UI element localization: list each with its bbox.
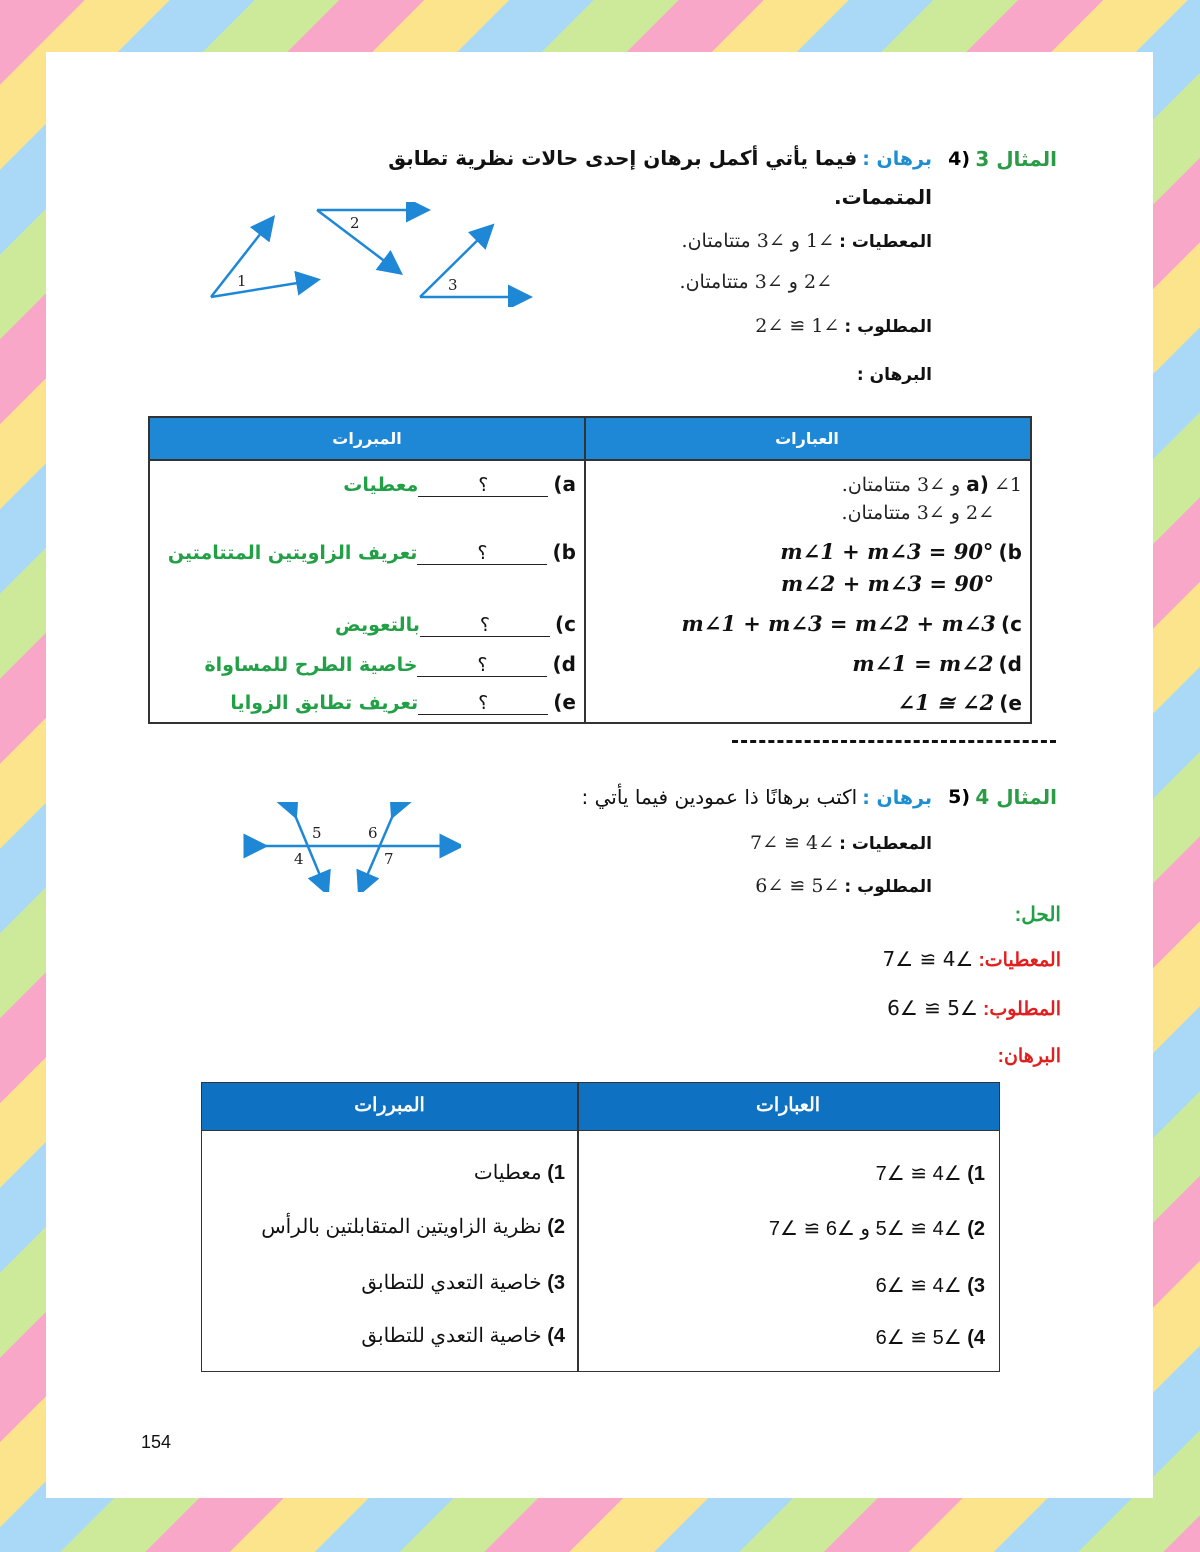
reason-blank-a[interactable]: ؟ (418, 474, 548, 497)
ex4-prove-block (755, 875, 932, 897)
prove-label: المطلوب : (844, 317, 932, 337)
table1-row-b-reason (168, 540, 576, 565)
row2-num: 2) (967, 1218, 985, 1240)
row-b-statement-line1: m∠1 + m∠3 = 90° (780, 539, 994, 564)
question5-number: 5) (948, 786, 970, 808)
table2-divider (577, 1083, 579, 1371)
reason-d-answer: خاصية الطرح للمساواة (204, 654, 418, 676)
solution-given-label: المعطيات: (978, 950, 1061, 971)
prove-block (755, 315, 932, 337)
reason-e-answer: تعريف تطابق الزوايا (230, 692, 419, 714)
table2-row2-reason (261, 1214, 565, 1239)
angle-label-3: 3 (448, 276, 458, 294)
row-letter-a: a) (966, 472, 989, 496)
reason-a-answer: معطيات (343, 474, 419, 496)
row1-statement: ∠4 ≅ ∠7 (875, 1163, 962, 1185)
table2-row1-statement (876, 1161, 985, 1186)
question5-lead: برهان : (862, 787, 932, 809)
table1-row-b-statement (780, 539, 1022, 564)
ex4-given: ∠4 ≅ ∠7 (749, 832, 835, 854)
transversal-figure (226, 802, 461, 892)
angle-label-1: 1 (237, 272, 247, 290)
row-e-statement: ∠1 ≅ ∠2 (897, 690, 995, 715)
reason3-text: خاصية التعدي للتطابق (361, 1272, 542, 1294)
row3-num: 3) (967, 1275, 985, 1297)
table1-divider (584, 418, 586, 722)
angle-label-5: 5 (312, 824, 322, 842)
solution-prove-value: ∠5 ≅ ∠6 (887, 996, 978, 1020)
question4-line2: المتممات. (834, 185, 932, 209)
table2-row1-reason (474, 1160, 565, 1185)
given-label: المعطيات : (839, 232, 932, 252)
reason1-num: 1) (547, 1162, 565, 1184)
example3-label: المثال 3 (975, 147, 1057, 171)
row-letter-b: b) (998, 540, 1022, 564)
reason1-text: معطيات (473, 1162, 542, 1184)
angle1-ray-a (211, 280, 316, 297)
solution-given (883, 947, 1061, 972)
table1-row-c-statement (682, 611, 1022, 636)
row-b-statement-line2: m∠2 + m∠3 = 90° (780, 571, 994, 596)
example4-label: المثال 4 (975, 785, 1057, 809)
row2-statement: ∠4 ≅ ∠5 و ∠6 ≅ ∠7 (768, 1218, 962, 1240)
given-block (682, 230, 932, 252)
reason4-num: 4) (547, 1325, 565, 1347)
row-letter-c: c) (1001, 612, 1022, 636)
row-a-statement-line1: ∠1 و ∠3 متتامتان. (841, 474, 1022, 496)
ex4-given-label: المعطيات : (839, 834, 932, 854)
reason-letter-b: b) (552, 540, 576, 564)
row3-statement: ∠4 ≅ ∠6 (875, 1275, 962, 1297)
angle-label-7: 7 (384, 850, 394, 868)
reason-letter-a: a) (553, 472, 576, 496)
table2-row2-statement (769, 1216, 985, 1241)
given-line2: ∠2 و ∠3 متتامتان. (679, 271, 832, 293)
table1-row-a-reason (343, 472, 576, 497)
table2-row3-reason (361, 1270, 565, 1295)
angle-label-2: 2 (350, 214, 360, 232)
table1-row-c-reason (335, 612, 576, 637)
reason-blank-d[interactable]: ؟ (417, 654, 547, 677)
reason2-num: 2) (547, 1216, 565, 1238)
question4-lead: برهان : (862, 148, 932, 170)
table2-header-reasons: المبررات (354, 1095, 425, 1116)
proof-label: البرهان : (856, 365, 932, 385)
section-divider (732, 740, 1056, 743)
reason-blank-c[interactable]: ؟ (420, 614, 550, 637)
question5-text (582, 785, 932, 809)
page-number: 154 (141, 1432, 172, 1452)
row-d-statement: m∠1 = m∠2 (852, 651, 994, 676)
reason-letter-c: c) (555, 612, 576, 636)
row1-num: 1) (967, 1163, 985, 1185)
row-letter-d: d) (998, 652, 1022, 676)
table1-row-a-statement (842, 472, 1022, 496)
angle-label-6: 6 (368, 824, 378, 842)
table2-row4-reason (361, 1323, 565, 1348)
solution-proof-label: البرهان: (997, 1046, 1061, 1067)
ex4-prove-label: المطلوب : (844, 877, 932, 897)
given-line1: ∠1 و ∠3 متتامتان. (681, 230, 835, 252)
reason-c-answer: بالتعويض (335, 614, 420, 636)
solution-prove (887, 996, 1061, 1021)
solution-prove-label: المطلوب: (983, 999, 1061, 1020)
ex4-prove: ∠5 ≅ ∠6 (755, 875, 840, 897)
reason-letter-d: d) (552, 652, 576, 676)
table2-row3-statement (876, 1273, 985, 1298)
reason2-text: نظرية الزاويتين المتقابلتين بالرأس (261, 1216, 542, 1238)
table1-row-e-reason (230, 690, 576, 715)
question5-instruction: اكتب برهانًا ذا عمودين فيما يأتي : (581, 785, 858, 809)
reason4-text: خاصية التعدي للتطابق (361, 1325, 542, 1347)
solution-title: الحل: (1014, 904, 1061, 926)
reason-b-answer: تعريف الزاويتين المتتامتين (167, 542, 418, 564)
table1-header-reasons: المبررات (332, 429, 402, 448)
row-a-statement-line2: ∠2 و ∠3 متتامتان. (841, 502, 994, 524)
question4-text (388, 146, 932, 170)
table1-header-statements: العبارات (775, 429, 839, 448)
row-c-statement: m∠1 + m∠3 = m∠2 + m∠3 (681, 611, 996, 636)
solution-given-value: ∠4 ≅ ∠7 (882, 947, 974, 971)
row4-statement: ∠5 ≅ ∠6 (875, 1327, 962, 1349)
question4-number: 4) (948, 148, 970, 170)
page-sheet (46, 52, 1153, 1498)
proof-table-1 (148, 416, 1032, 724)
ex4-given-block (750, 832, 932, 854)
table1-row-e-statement (898, 690, 1022, 715)
row-letter-e: e) (999, 691, 1022, 715)
table2-header-statements: العبارات (755, 1095, 821, 1116)
table1-row-d-statement (852, 651, 1022, 676)
reason3-num: 3) (547, 1272, 565, 1294)
reason-letter-e: e) (553, 690, 576, 714)
reason-blank-e[interactable]: ؟ (418, 692, 548, 715)
table1-row-d-reason (204, 652, 576, 677)
prove-statement: ∠1 ≅ ∠2 (755, 315, 840, 337)
reason-blank-b[interactable]: ؟ (417, 542, 547, 565)
angles-figure-123 (201, 202, 541, 307)
angle-label-4: 4 (294, 850, 304, 868)
question4-line1: فيما يأتي أكمل برهان إحدى حالات نظرية تطابق (388, 146, 858, 170)
proof-table-2 (201, 1082, 1000, 1372)
row4-num: 4) (967, 1327, 985, 1349)
table2-row4-statement (876, 1325, 985, 1350)
